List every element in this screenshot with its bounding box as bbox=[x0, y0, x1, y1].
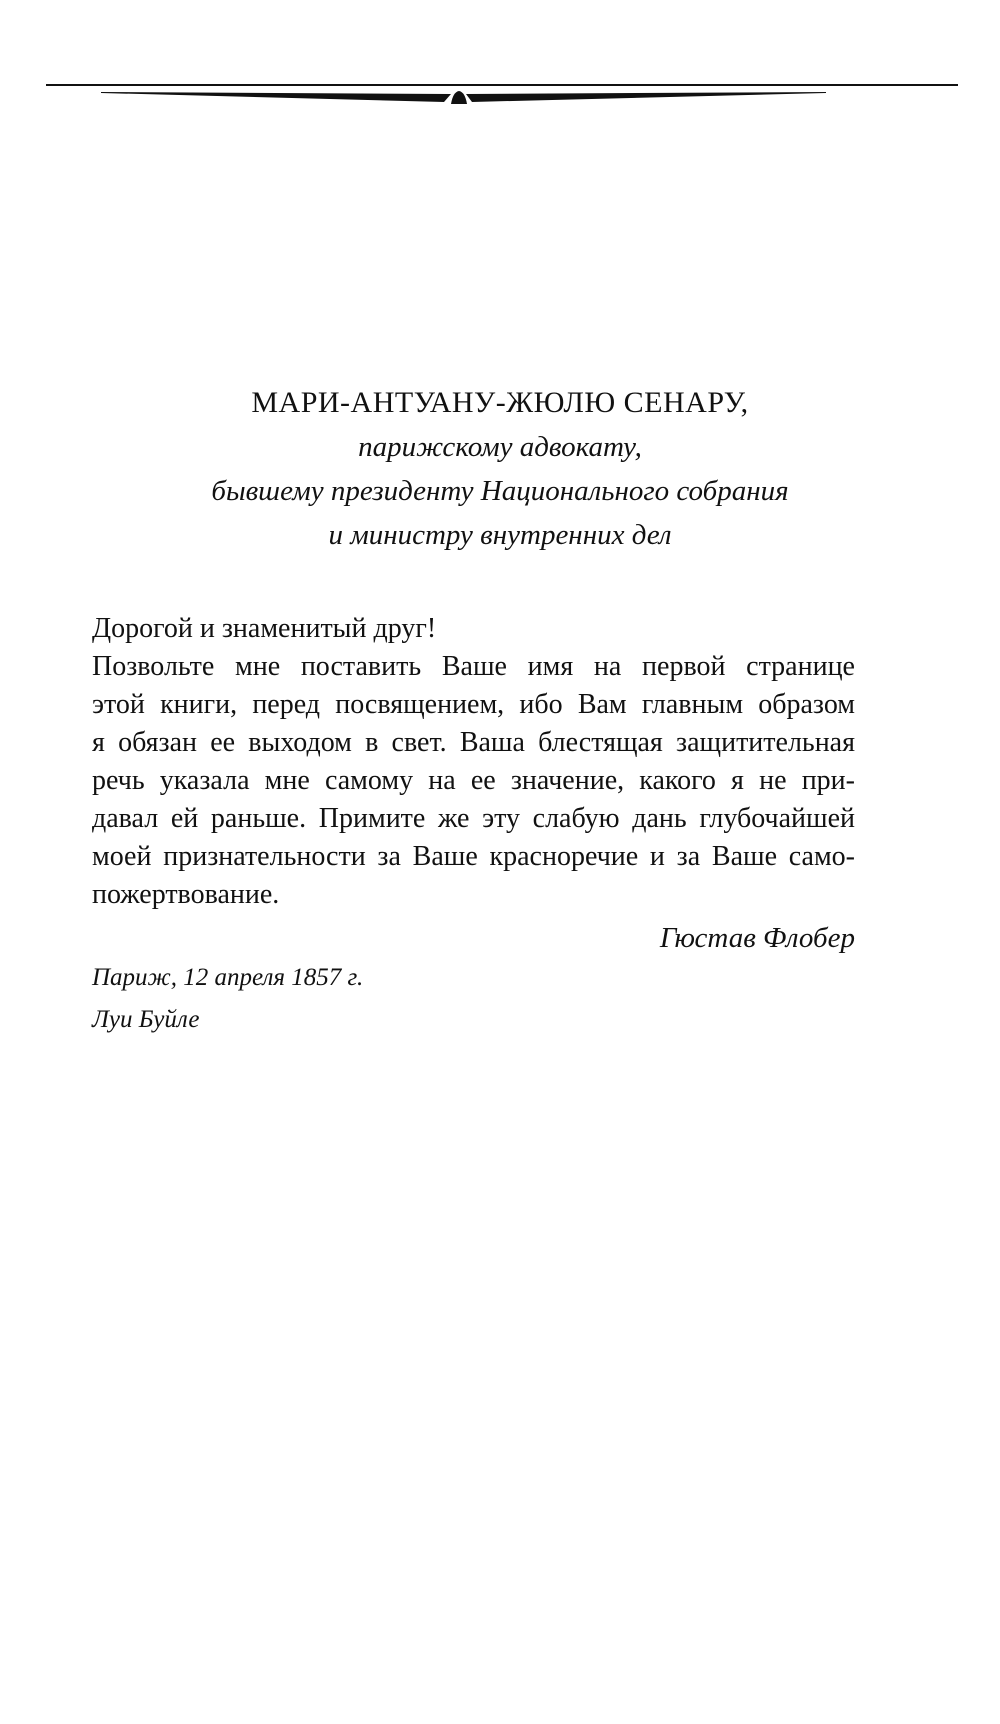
letter-line: пожертвование. bbox=[92, 879, 280, 910]
signature: Гюстав Флобер bbox=[659, 922, 855, 954]
letter-line: этой книги, перед посвящением, ибо Вам главным образом bbox=[92, 689, 855, 720]
salutation: Дорогой и знаменитый друг! bbox=[92, 613, 437, 644]
letter-line: давал ей раньше. Примите же эту слабую дань глубочайшей bbox=[92, 803, 855, 834]
dedication-block bbox=[0, 0, 1000, 600]
letter-body bbox=[92, 610, 855, 914]
letter-line: моей признательности за Ваше красноречие и за Ваше само- bbox=[92, 841, 855, 872]
dedication-name: МАРИ-АНТУАНУ-ЖЮЛЮ СЕНАРУ, bbox=[251, 386, 749, 419]
dedication-line: и министру внутренних дел bbox=[328, 519, 672, 551]
dedication-line: парижскому адвокату, bbox=[358, 431, 642, 463]
letter-line: я обязан ее выходом в свет. Ваша блестящая защитительная bbox=[92, 727, 855, 758]
place-date: Париж, 12 апреля 1857 г. bbox=[92, 964, 364, 991]
dedication-line: бывшему президенту Национального собрания bbox=[211, 475, 789, 507]
letter-line: Позвольте мне поставить Ваше имя на первой странице bbox=[92, 651, 855, 682]
letter-line: речь указала мне самому на ее значение, какого я не при- bbox=[92, 765, 855, 796]
dedicatee-name: Луи Буйле bbox=[92, 1006, 200, 1033]
